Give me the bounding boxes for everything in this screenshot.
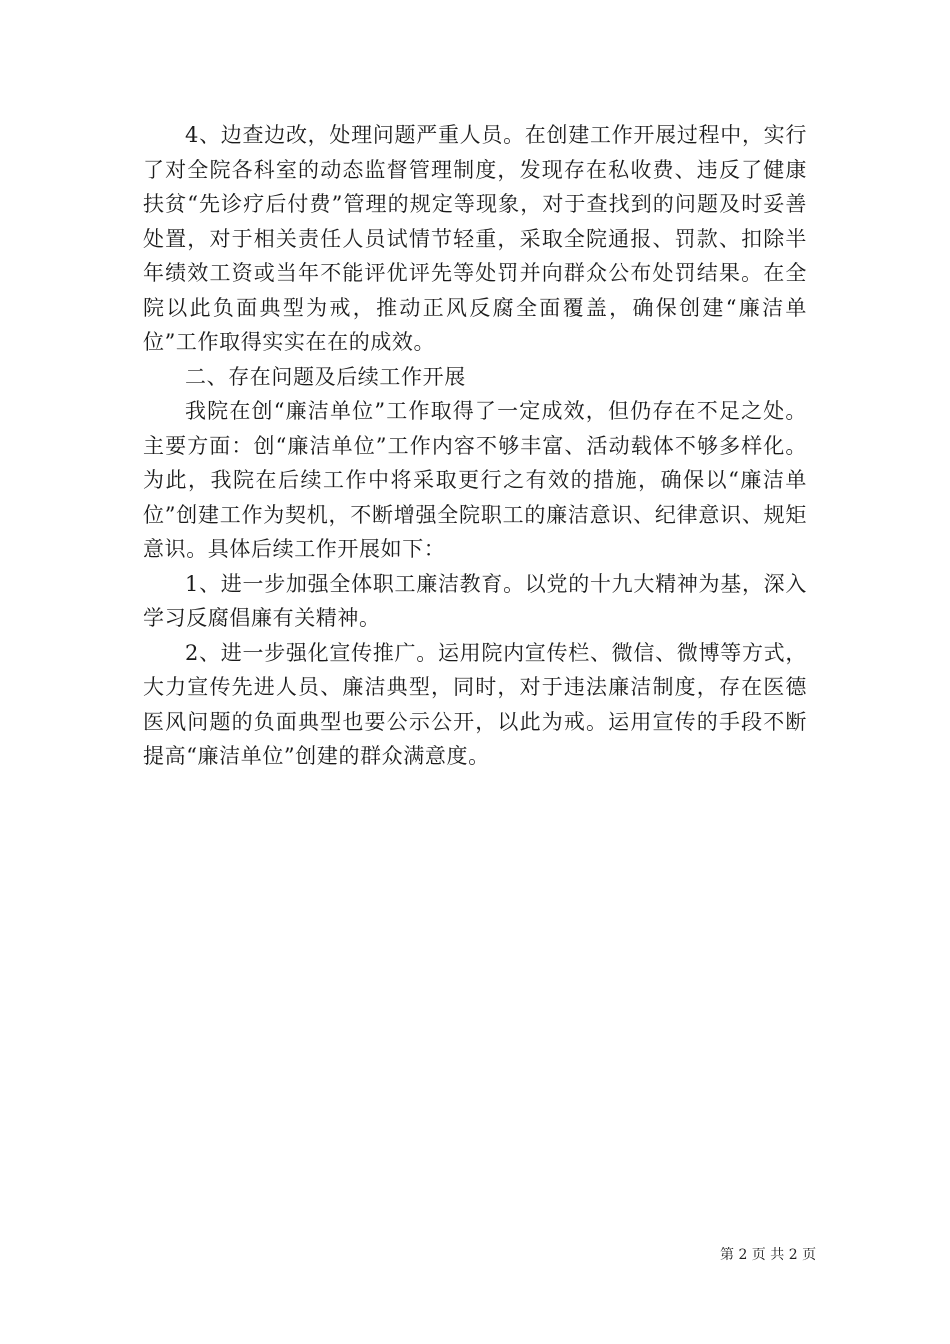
page-number-footer: 第 2 页 共 2 页 bbox=[720, 1247, 817, 1263]
paragraph-item-4: 4、边查边改，处理问题严重人员。在创建工作开展过程中，实行了对全院各科室的动态监督管理制度，发现存在私收费、违反了健康扶贫“先诊疗后付费”管理的规定等现象，对于查找到的问题及时妥善处置，对于相关责任人员试情节轻重，采取全院通报、罚款、扣除半年绩效工资或当年不能评优评先等处罚并向群众公布处罚结果。在全院以此负面典型为戒，推动正风反腐全面覆盖，确保创建“廉洁单位”工作取得实实在在的成效。 bbox=[143, 123, 807, 354]
document-body bbox=[143, 118, 807, 774]
section-heading-2: 二、存在问题及后续工作开展 bbox=[185, 364, 466, 389]
paragraph-problems: 我院在创“廉洁单位”工作取得了一定成效，但仍存在不足之处。主要方面：创“廉洁单位”工作内容不够丰富、活动载体不够多样化。为此，我院在后续工作中将采取更行之有效的措施，确保以“廉洁单位”创建工作为契机，不断增强全院职工的廉洁意识、纪律意识、规矩意识。具体后续工作开展如下： bbox=[143, 399, 807, 561]
paragraph-item-1: 1、进一步加强全体职工廉洁教育。以党的十九大精神为基，深入学习反腐倡廉有关精神。 bbox=[143, 571, 807, 630]
paragraph-item-2: 2、进一步强化宣传推广。运用院内宣传栏、微信、微博等方式，大力宣传先进人员、廉洁典型，同时，对于违法廉洁制度，存在医德医风问题的负面典型也要公示公开，以此为戒。运用宣传的手段不断提高“廉洁单位”创建的群众满意度。 bbox=[143, 640, 807, 768]
